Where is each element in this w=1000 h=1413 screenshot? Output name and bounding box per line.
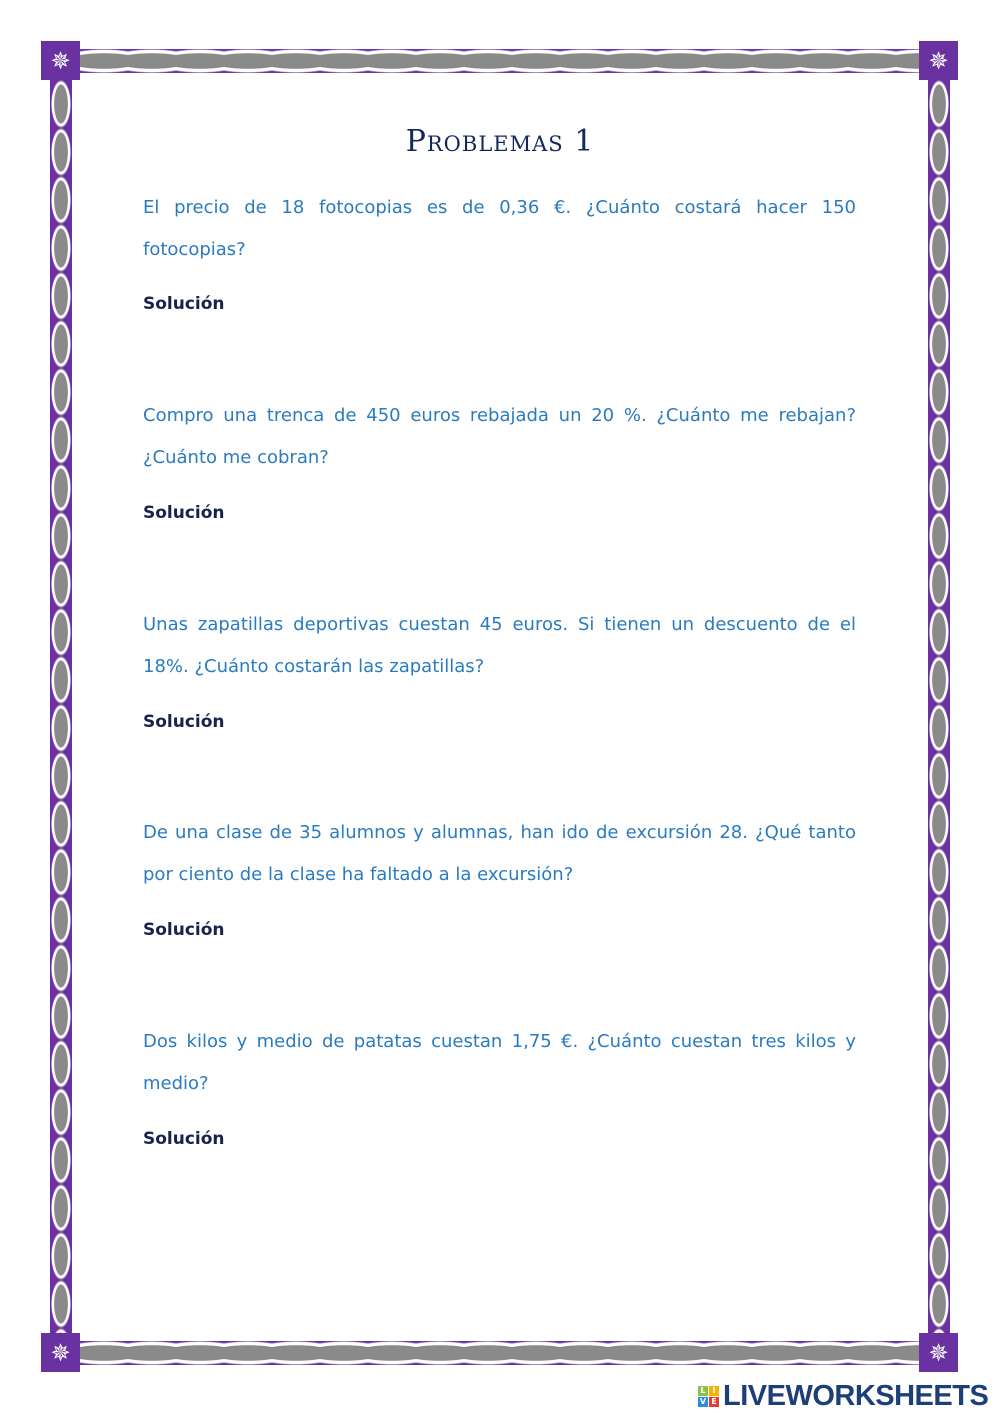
- border-left: [50, 80, 72, 1334]
- solution-label: Solución: [143, 920, 225, 940]
- corner-ornament-icon: ✵: [919, 41, 958, 80]
- page-title: Problemas 1: [405, 124, 595, 159]
- problem-text: Unas zapatillas deportivas cuestan 45 euros. Si tienen un descuento de el 18%. ¿Cuánto costarán las zapatillas?: [143, 614, 856, 677]
- problem-text: Dos kilos y medio de patatas cuestan 1,75 €. ¿Cuánto cuestan tres kilos y medio?: [143, 1031, 856, 1094]
- border-top: [80, 49, 920, 73]
- logo-letter: V: [699, 1397, 707, 1406]
- problem-text: El precio de 18 fotocopias es de 0,36 €. ¿Cuánto costará hacer 150 fotocopias?: [143, 197, 856, 260]
- corner-ornament-icon: ✵: [41, 41, 80, 80]
- logo-letter: L: [698, 1386, 708, 1396]
- problem-text: Compro una trenca de 450 euros rebajada un 20 %. ¿Cuánto me rebajan? ¿Cuánto me cobran?: [143, 405, 856, 468]
- solution-label: Solución: [143, 1129, 225, 1149]
- logo-letter: I: [709, 1386, 719, 1396]
- solution-label: Solución: [143, 503, 225, 523]
- liveworksheets-logo: [698, 1380, 988, 1413]
- problem-text: De una clase de 35 alumnos y alumnas, han ido de excursión 28. ¿Qué tanto por ciento de la clase ha faltado a la excursión?: [143, 822, 856, 885]
- live-logo-icon: [698, 1386, 719, 1407]
- border-right: [928, 80, 950, 1334]
- logo-letter: E: [709, 1397, 719, 1407]
- logo-text: LIVEWORKSHEETS: [723, 1380, 989, 1412]
- corner-ornament-icon: ✵: [41, 1333, 80, 1372]
- solution-label: Solución: [143, 712, 225, 732]
- corner-ornament-icon: ✵: [919, 1333, 958, 1372]
- solution-label: Solución: [143, 294, 225, 314]
- border-bottom: [80, 1341, 920, 1365]
